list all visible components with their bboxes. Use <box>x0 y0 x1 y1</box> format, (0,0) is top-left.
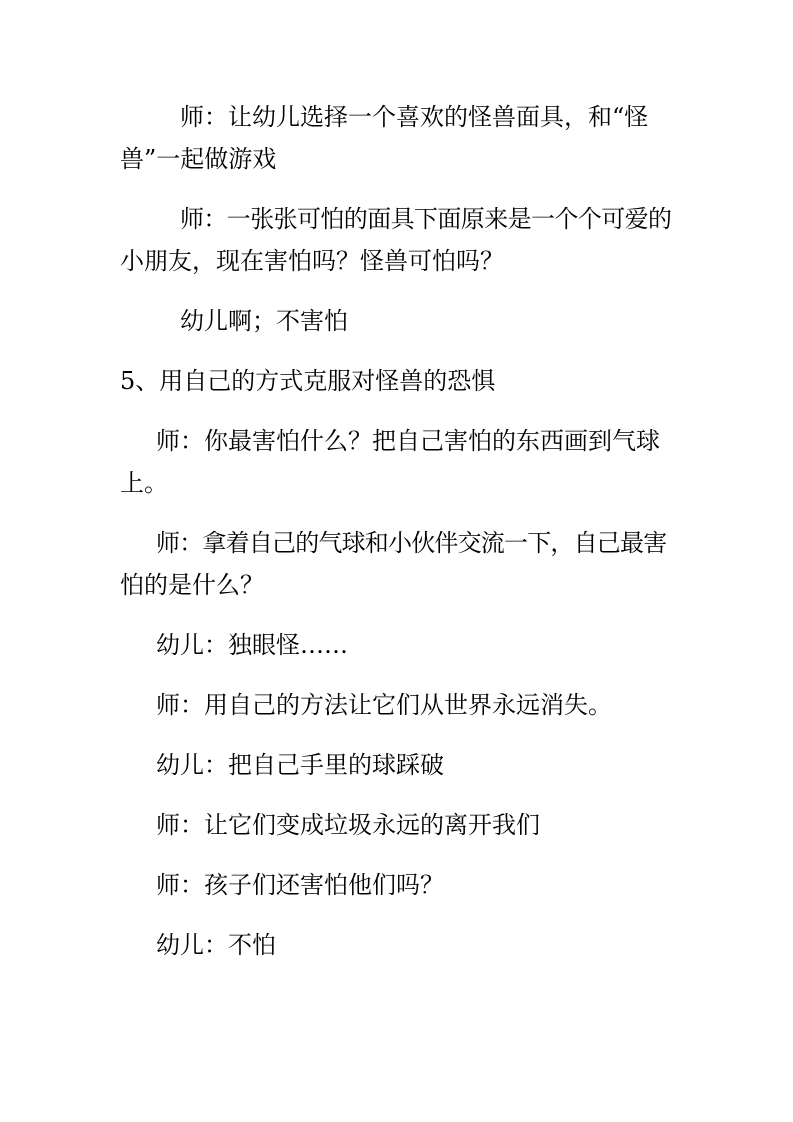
paragraph-line: 师：你最害怕什么？把自己害怕的东西画到气球 <box>156 427 660 455</box>
paragraph-child-one-eyed <box>120 624 680 666</box>
paragraph-child-not-afraid <box>120 300 680 342</box>
paragraph-line: 小朋友，现在害怕吗？怪兽可怕吗？ <box>120 247 504 275</box>
paragraph-line: 师：让它们变成垃圾永远的离开我们 <box>156 811 540 839</box>
paragraph-line: 幼儿：不怕 <box>156 931 276 959</box>
paragraph-line: 师：用自己的方法让它们从世界永远消失。 <box>156 691 612 719</box>
paragraph-share-balloon <box>120 522 680 606</box>
paragraph-line: 兽”一起做游戏 <box>120 145 277 173</box>
paragraph-stomp-balloon <box>120 744 680 786</box>
paragraph-line: 幼儿：独眼怪…… <box>156 631 348 659</box>
paragraph-line: 幼儿：把自己手里的球踩破 <box>156 751 444 779</box>
paragraph-line: 师：孩子们还害怕他们吗？ <box>156 871 444 899</box>
paragraph-line: 师：一张张可怕的面具下面原来是一个个可爱的 <box>180 205 672 233</box>
paragraph-mask-selection <box>120 96 680 180</box>
paragraph-line: 5、用自己的方式克服对怪兽的恐惧 <box>120 367 496 395</box>
paragraph-masks-reveal <box>120 198 680 282</box>
paragraph-line: 师：拿着自己的气球和小伙伴交流一下，自己最害 <box>156 529 667 557</box>
section-heading-5 <box>120 360 680 402</box>
paragraph-make-disappear <box>120 684 680 726</box>
paragraph-line: 师：让幼儿选择一个喜欢的怪兽面具，和“怪 <box>180 103 649 131</box>
paragraph-become-garbage <box>120 804 680 846</box>
paragraph-line: 幼儿啊；不害怕 <box>180 307 348 335</box>
paragraph-line: 怕的是什么？ <box>120 571 264 599</box>
paragraph-line: 上。 <box>120 469 168 497</box>
paragraph-draw-fears <box>120 420 680 504</box>
paragraph-child-not-scared <box>120 924 680 966</box>
paragraph-still-afraid <box>120 864 680 906</box>
